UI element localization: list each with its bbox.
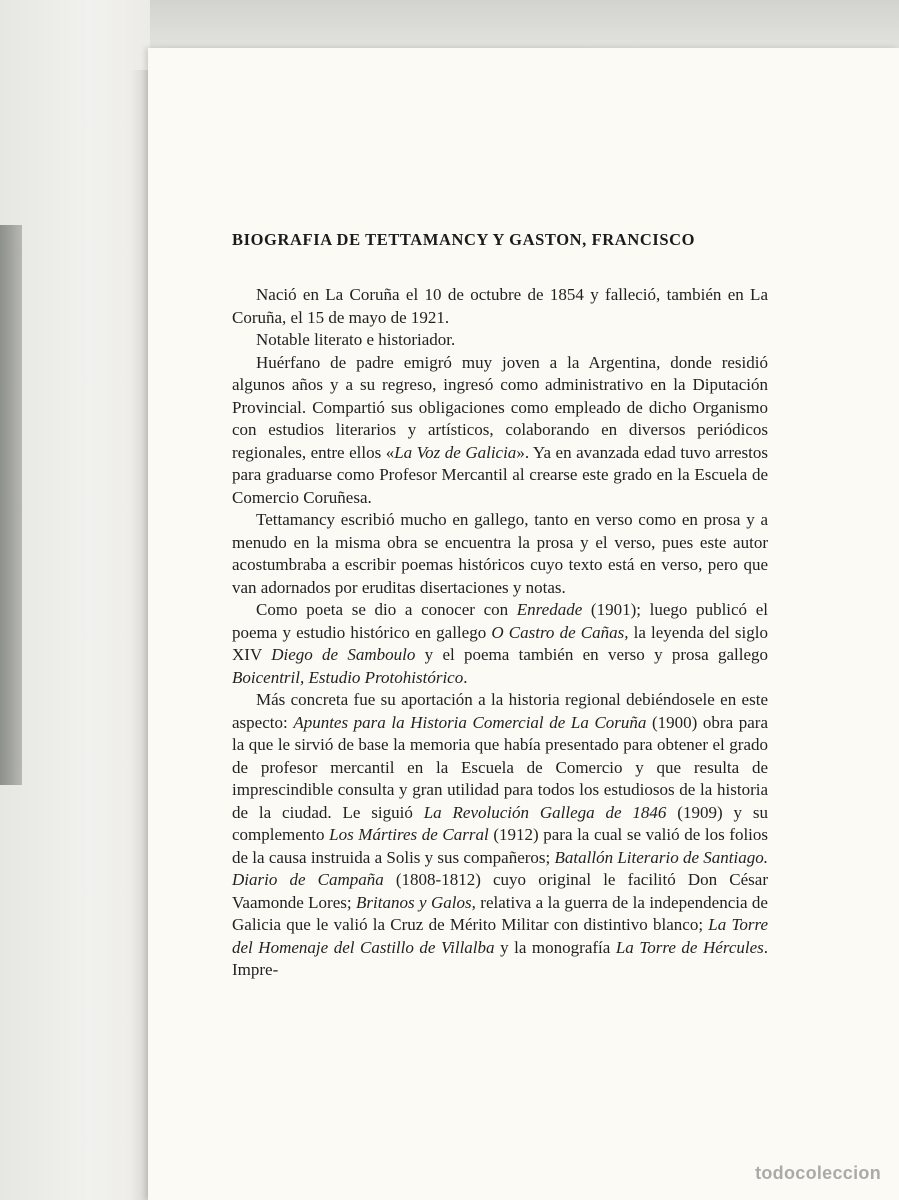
text-run: y el poema también en verso y prosa gallego — [415, 645, 768, 664]
text-run: . — [463, 667, 468, 687]
paragraph-1: Nació en La Coruña el 10 de octubre de 1854 y falleció, también en La Coruña, el 15 de mayo de 1921. — [232, 285, 768, 327]
background-object — [0, 225, 22, 785]
paragraph-3 — [232, 352, 768, 510]
text-run: la leyenda del siglo XIV — [232, 622, 768, 664]
text-run: (1909) y su complemento — [232, 802, 768, 844]
paragraph-6 — [232, 689, 768, 982]
text-run: Como poeta se dio a conocer con — [256, 600, 517, 619]
body-text — [232, 284, 768, 982]
text-run: (1912) para la cual se valió de los folios de la causa instruida a Solis y sus compañeros; — [232, 825, 769, 867]
work-title: Los Mártires de Carral — [329, 825, 489, 844]
watermark-logo: todocoleccion — [755, 1163, 881, 1183]
text-run: ». Ya en avanzada edad tuvo arrestos para graduarse como Profesor Mercantil al crearse este grado en la Escuela de Comercio Coruñesa. — [232, 442, 768, 507]
paragraph-5 — [232, 599, 768, 689]
text-run: (1808-1812) cuyo original le facilitó Don César Vaamonde Lores; — [232, 870, 768, 912]
work-title: Diego de Samboulo — [271, 645, 416, 664]
work-title: La Torre de Hércules — [615, 937, 764, 957]
text-run: Más concreta fue su aportación a la historia regional debiéndosele en este aspecto: — [232, 690, 768, 732]
work-title: Britanos y Galos, — [356, 892, 476, 912]
page-title: BIOGRAFIA DE TETTAMANCY Y GASTON, FRANCISCO — [232, 230, 696, 249]
text-run: (1901); luego publicó el poema y estudio histórico en gallego — [232, 600, 768, 642]
paragraph-4: Tettamancy escribió mucho en gallego, tanto en verso como en prosa y a menudo en la misma obra se encuentra la prosa y el verso, pues este autor acostumbraba a escribir poemas históricos cuyo texto está en verso, pero que van adornados por eruditas disertaciones y notas. — [232, 510, 768, 597]
publication-title: La Voz de Galicia — [394, 442, 517, 462]
work-title: Boicentril, Estudio Protohistórico — [232, 667, 464, 687]
book-spine-shadow — [130, 70, 150, 1200]
text-run: . Impre- — [232, 937, 768, 979]
text-run: relativa a la guerra de la independencia de Galicia que le valió la Cruz de Mérito Militar con distintivo blanco; — [232, 892, 768, 934]
work-title: Batallón Literario de Santiago. Diario de Campaña — [232, 847, 768, 889]
work-title: O Castro de Cañas, — [491, 622, 629, 642]
work-title: La Revolución Gallega de 1846 — [423, 802, 667, 822]
book-page — [148, 48, 899, 1200]
background-left — [0, 0, 150, 1200]
work-title: La Torre del Homenaje del Castillo de Villalba — [232, 915, 769, 957]
paragraph-2: Notable literato e historiador. — [256, 330, 456, 349]
work-title: Apuntes para la Historia Comercial de La Coruña — [293, 712, 647, 732]
work-title: Enredade — [516, 600, 583, 619]
text-run: Huérfano de padre emigró muy joven a la Argentina, donde residió algunos años y a su regreso, ingresó como administrativo en la Diputación Provincial. Compartió sus obligaciones como empleado de dicho Organismo con estudios literarios y artísticos, colaborando en diversos periódicos regionales, entre ellos « — [232, 352, 768, 462]
text-run: (1900) obra para la que le sirvió de base la memoria que había presentado para obtener el grado de profesor mercantil en la Escuela de Comercio y que resulta de imprescindible consulta y gran utilidad para todos los estudiosos de la historia de la ciudad. Le siguió — [232, 712, 768, 822]
text-run: y la monografía — [494, 937, 616, 957]
